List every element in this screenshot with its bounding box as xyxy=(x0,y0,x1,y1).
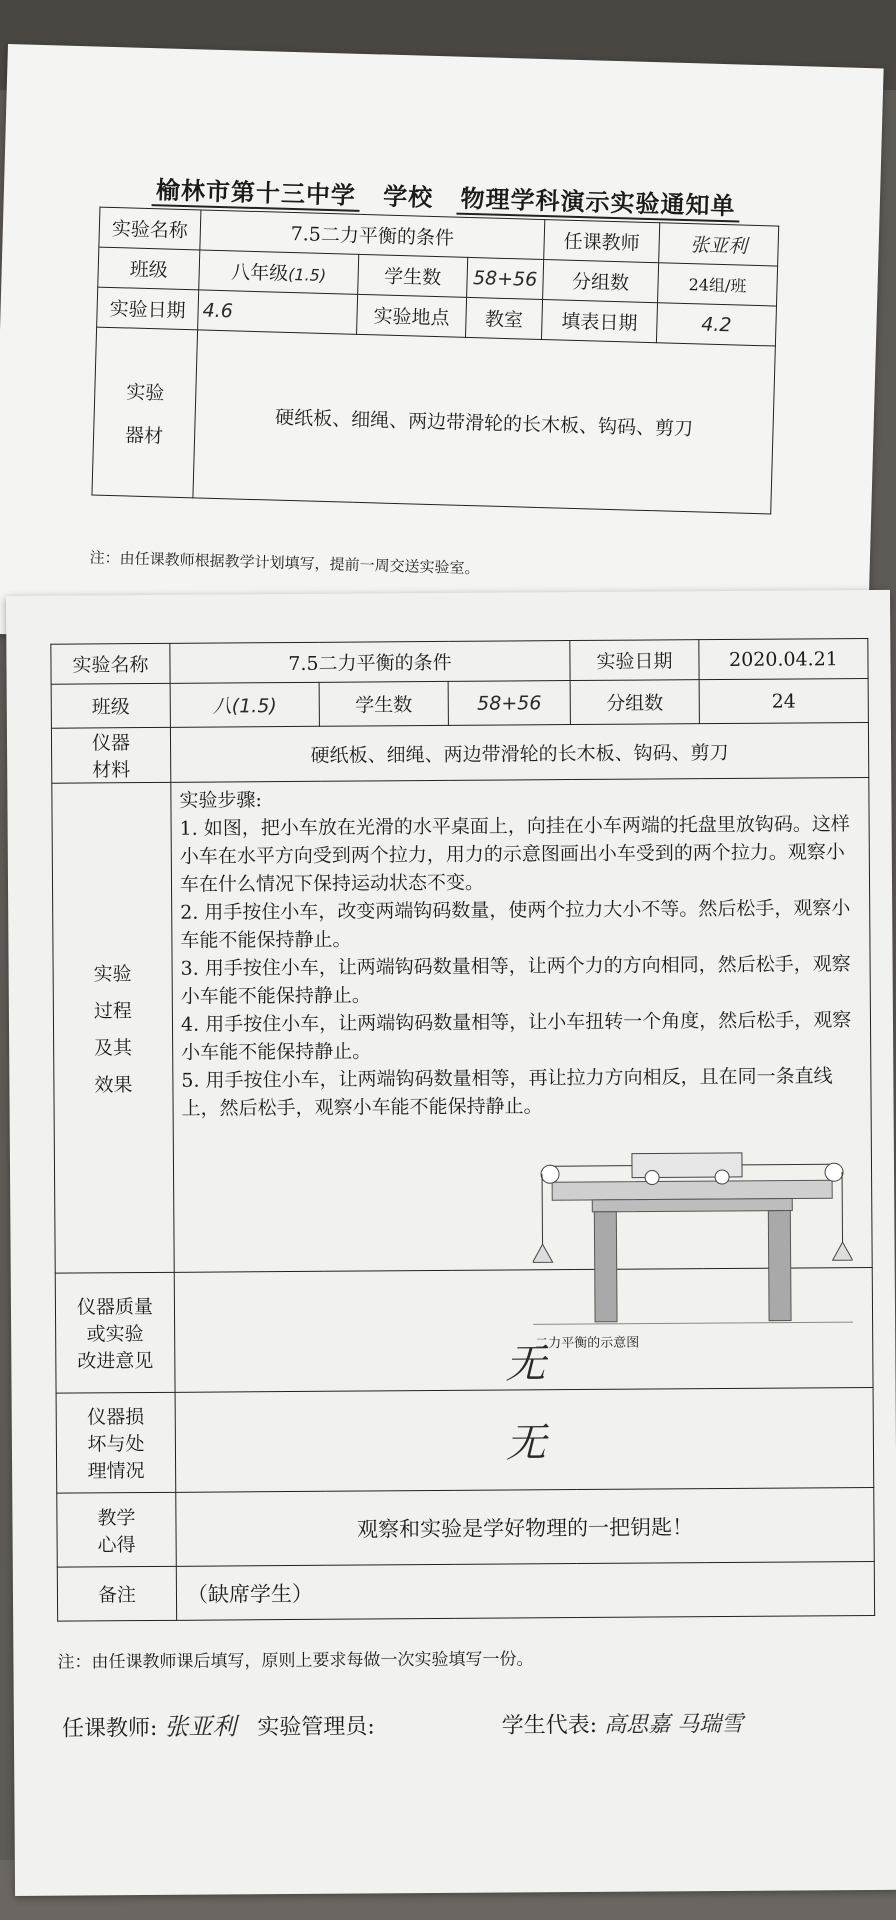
experiment-name-2: 7.5二力平衡的条件 xyxy=(170,641,570,684)
record-form-paper xyxy=(6,590,896,1896)
sig-teacher: 张亚利 xyxy=(164,1712,237,1741)
label-instruments-line1: 仪器 xyxy=(91,732,131,755)
groups-value-2: 24 xyxy=(699,678,868,723)
table-leg-right xyxy=(768,1211,791,1321)
label-instruments-line2: 材料 xyxy=(92,759,131,782)
label-equipment xyxy=(92,327,198,498)
label-experiment-name: 实验名称 xyxy=(99,207,201,250)
school-suffix: 学校 xyxy=(382,181,434,212)
equipment-list: 硬纸板、细绳、两边带滑轮的长木板、钩码、剪刀 xyxy=(193,330,775,514)
reflect-value: 观察和实验是学好物理的一把钥匙！ xyxy=(176,1487,874,1566)
form1-table xyxy=(91,207,779,515)
class-grade: 八年级 xyxy=(230,261,289,285)
pulley-right xyxy=(825,1163,843,1181)
label-equipment-line2: 器材 xyxy=(124,423,164,447)
form2-note: 注：由任课教师课后填写，原则上要求每做一次实验填写一份。 xyxy=(57,1649,534,1673)
pan-left xyxy=(533,1244,553,1262)
remark-value: （缺席学生） xyxy=(176,1561,874,1620)
label-fill-date: 填表日期 xyxy=(541,300,657,343)
step-2: 2. 用手按住小车，改变两端钩码数量，使两个拉力大小不等。然后松手，观察小车能不能保持静止。 xyxy=(180,897,851,952)
label-process-line4: 效果 xyxy=(94,1073,133,1096)
label-date: 实验日期 xyxy=(97,287,199,330)
label-quality-line1: 仪器质量 xyxy=(76,1295,154,1319)
quality-value: 无 xyxy=(174,1267,873,1392)
label-students-2: 学生数 xyxy=(319,681,448,726)
hang-string-right xyxy=(842,1172,843,1250)
floor-line xyxy=(533,1322,853,1324)
pulley-left xyxy=(541,1165,559,1183)
diagram-caption: 二力平衡的示意图 xyxy=(535,1335,640,1352)
label-quality-line3: 改进意见 xyxy=(77,1349,154,1373)
students-value: 58+56 xyxy=(467,257,544,299)
class-value xyxy=(199,250,359,294)
steps-title: 实验步骤: xyxy=(179,789,262,812)
label-date-2: 实验日期 xyxy=(570,640,699,681)
label-groups-2: 分组数 xyxy=(570,680,699,725)
sig-admin-label: 实验管理员: xyxy=(257,1714,375,1741)
table-leg-left xyxy=(594,1212,617,1322)
label-reflect-line2: 心得 xyxy=(97,1533,136,1556)
label-process xyxy=(52,782,174,1273)
sig-student-label: 学生代表: xyxy=(501,1712,598,1739)
label-process-line3: 及其 xyxy=(94,1036,133,1059)
label-teacher: 任课教师 xyxy=(544,220,660,263)
sig-student: 高思嘉 马瑞雪 xyxy=(604,1711,744,1738)
label-equipment-line1: 实验 xyxy=(126,380,165,404)
cart-wheel-right xyxy=(715,1170,729,1184)
step-4: 4. 用手按住小车，让两端钩码数量相等，让小车扭转一个角度，然后松手，观察小车能不能保持静止。 xyxy=(180,1009,852,1064)
experiment-name: 7.5二力平衡的条件 xyxy=(200,210,545,260)
label-class: 班级 xyxy=(98,247,200,290)
place-value: 教室 xyxy=(465,297,542,339)
label-place: 实验地点 xyxy=(357,294,467,337)
fill-date-value: 4.2 xyxy=(656,303,776,346)
instruments-list: 硬纸板、细绳、两边带滑轮的长木板、钩码、剪刀 xyxy=(170,722,868,782)
label-students: 学生数 xyxy=(358,254,468,297)
class-value-2: 八(1.5) xyxy=(170,682,319,727)
label-quality xyxy=(55,1272,175,1393)
label-class-2: 班级 xyxy=(51,683,170,728)
label-damage-line3: 理情况 xyxy=(87,1460,145,1483)
label-reflect-line1: 教学 xyxy=(97,1506,136,1529)
label-damage-line1: 仪器损 xyxy=(87,1406,145,1429)
label-process-line1: 实验 xyxy=(93,962,132,985)
date-value: 4.6 xyxy=(198,290,358,334)
label-remark: 备注 xyxy=(57,1566,176,1621)
label-process-line2: 过程 xyxy=(93,999,132,1022)
label-experiment-name-2: 实验名称 xyxy=(51,643,170,684)
diagram-svg xyxy=(532,1110,854,1352)
table-apron xyxy=(592,1199,792,1212)
notification-form-paper xyxy=(0,44,884,658)
two-force-balance-diagram xyxy=(532,1110,854,1352)
hang-string-left xyxy=(542,1174,543,1252)
groups-value: 24组/班 xyxy=(658,263,778,306)
school-name: 榆林市第十三中学 xyxy=(152,175,361,212)
date-value-2: 2020.04.21 xyxy=(699,638,868,679)
pan-right xyxy=(833,1242,853,1260)
label-instruments xyxy=(51,727,170,783)
step-1: 1. 如图，把小车放在光滑的水平桌面上，向挂在小车两端的托盘里放钩码。这样小车在水平方向受到两个拉力，用力的示意图画出小车受到的两个拉力。观察小车在什么情况下保持运动状态不变。 xyxy=(179,813,850,896)
table-top xyxy=(552,1180,832,1200)
students-value-2: 58+56 xyxy=(448,681,570,726)
string-right xyxy=(742,1164,830,1165)
form1-note: 注：由任课教师根据教学计划填写，提前一周交送实验室。 xyxy=(89,548,480,578)
form1-heading: 物理学科演示实验通知单 xyxy=(456,184,740,223)
label-damage-line2: 坏与处 xyxy=(87,1433,145,1456)
signature-line xyxy=(62,1703,743,1743)
label-reflect xyxy=(57,1492,177,1567)
sig-teacher-label: 任课教师: xyxy=(61,1715,158,1742)
damage-value: 无 xyxy=(175,1387,874,1492)
step-5: 5. 用手按住小车，让两端钩码数量相等，再让拉力方向相反，且在同一条直线上，然后松手，观察小车能不能保持静止。 xyxy=(181,1065,833,1120)
class-handwritten: (1.5) xyxy=(287,264,327,285)
cart-wheel-left xyxy=(645,1170,659,1184)
label-groups: 分组数 xyxy=(543,260,659,303)
teacher-name: 张亚利 xyxy=(659,223,779,266)
label-quality-line2: 或实验 xyxy=(86,1323,144,1346)
label-damage xyxy=(56,1392,176,1493)
step-3: 3. 用手按住小车，让两端钩码数量相等，让两个力的方向相同，然后松手，观察小车能不能保持静止。 xyxy=(180,953,851,1008)
string-left xyxy=(554,1166,632,1167)
